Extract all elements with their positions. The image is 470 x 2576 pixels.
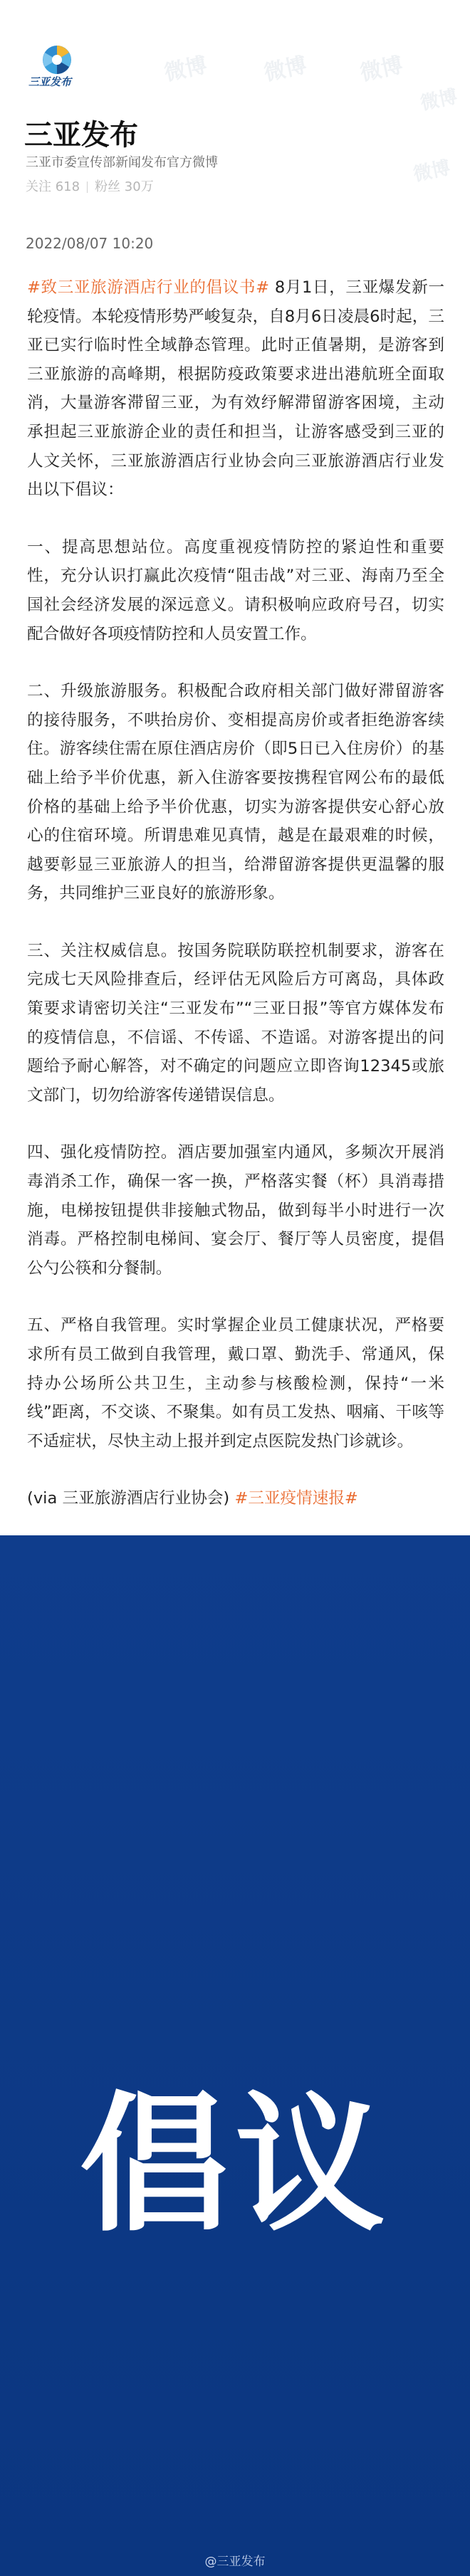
watermark: 微博 xyxy=(411,157,453,186)
banner-background xyxy=(0,1535,470,2576)
following-count[interactable]: 关注 618 xyxy=(26,179,80,194)
watermark: 微博 xyxy=(261,53,309,86)
image-credit: @三亚发布 xyxy=(204,2555,266,2569)
paragraph-1: 一、提高思想站位。高度重视疫情防控的紧迫性和重要性，充分认识打赢此次疫情“阻击战”对三亚、海南乃至全国社会经济发展的深远意义。请积极响应政府号召，切实配合做好各项疫情防控和人员安置工作。 xyxy=(27,537,444,643)
logo-text: 三亚发布 xyxy=(28,75,72,88)
paragraph-gap xyxy=(27,505,444,533)
hashtag-link[interactable]: #三亚疫情速报# xyxy=(234,1489,358,1508)
sanya-logo-icon xyxy=(28,41,83,105)
paragraph-gap xyxy=(27,648,444,677)
account-name[interactable]: 三亚发布 xyxy=(24,119,138,152)
hashtag-link[interactable]: #致三亚旅游酒店行业的倡议书# xyxy=(27,278,270,297)
banner-title: 倡议 xyxy=(79,2078,390,2252)
account-description: 三亚市委宣传部新闻发布官方微博 xyxy=(26,155,218,170)
paragraph-4: 四、强化疫情防控。酒店要加强室内通风，多频次开展消毒消杀工作，确保一客一换，严格落实餐（杯）具消毒措施，电梯按钮提供非接触式物品，做到每半小时进行一次消毒。严格控制电梯间、宴会厅、餐厅等人员密度，提倡公勺公筷和分餐制。 xyxy=(27,1143,444,1278)
watermark: 微博 xyxy=(357,53,405,86)
account-stats xyxy=(26,177,154,195)
paragraph-3: 三、关注权威信息。按国务院联防联控机制要求，游客在完成七天风险排查后，经评估无风险后方可离岛，具体政策要求请密切关注“三亚发布”“三亚日报”等官方媒体发布的疫情信息，不信谣、不传谣、不造谣。对游客提出的问题给予耐心解答，对不确定的问题应立即咨询12345或旅文部门，切勿给游客传递错误信息。 xyxy=(27,941,444,1105)
post-datetime: 2022/08/07 10:20 xyxy=(26,235,154,252)
post-intro xyxy=(27,273,444,505)
watermark: 微博 xyxy=(418,85,460,115)
paragraph-gap xyxy=(27,1110,444,1138)
followers-count[interactable]: 粉丝 30万 xyxy=(95,179,154,194)
paragraph-gap xyxy=(27,1456,444,1484)
paragraph-gap xyxy=(27,908,444,937)
intro-text: 8月1日，三亚爆发新一轮疫情。本轮疫情形势严峻复杂，自8月6日凌晨6时起，三亚已实行临时性全域静态管理。此时正值暑期，是游客到三亚旅游的高峰期，根据防疫政策要求进出港航班全面取消，大量游客滞留三亚，为有效纾解滞留游客困境，主动承担起三亚旅游企业的责任和担当，让游客感受到三亚的人文关怀，三亚旅游酒店行业协会向三亚旅游酒店行业发出以下倡议： xyxy=(27,278,444,500)
stats-divider xyxy=(87,182,88,193)
post-body xyxy=(27,273,444,1513)
proposal-banner-image xyxy=(0,1535,470,2576)
paragraph-2: 二、升级旅游服务。积极配合政府相关部门做好滞留游客的接待服务，不哄抬房价、变相提高房价或者拒绝游客续住。游客续住需在原住酒店房价（即5日已入住房价）的基础上给予半价优惠，新入住游客要按携程官网公布的最低价格的基础上给予半价优惠，切实为游客提供安心舒心放心的住宿环境。所谓患难见真情，越是在最艰难的时候，越要彰显三亚旅游人的担当，给滞留游客提供更温馨的服务，共同维护三亚良好的旅游形象。 xyxy=(27,682,444,903)
post-source xyxy=(27,1484,444,1513)
account-header xyxy=(0,0,470,235)
watermark: 微博 xyxy=(162,53,209,86)
via-text: (via 三亚旅游酒店行业协会) xyxy=(27,1489,235,1508)
paragraph-5: 五、严格自我管理。实时掌握企业员工健康状况，严格要求所有员工做到自我管理，戴口罩、勤洗手、常通风，保持办公场所公共卫生，主动参与核酸检测，保持“一米线”距离，不交谈、不聚集。如有员工发热、咽痛、干咳等不适症状，尽快主动上报并到定点医院发热门诊就诊。 xyxy=(27,1316,444,1451)
paragraph-gap xyxy=(27,1283,444,1311)
